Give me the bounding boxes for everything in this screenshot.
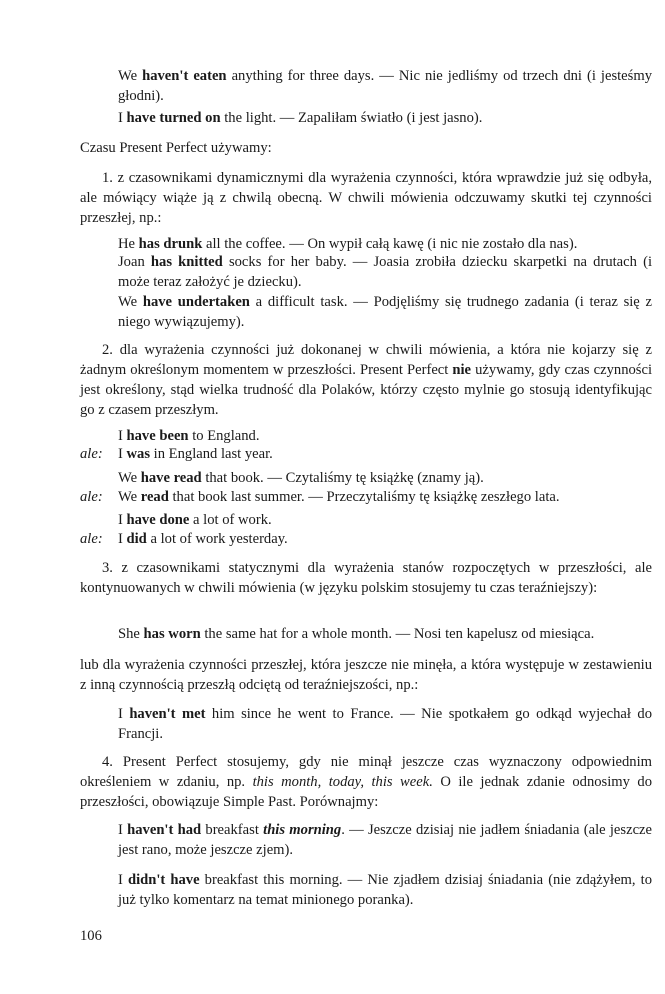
point-3-example-2: I haven't met him since he went to France. — Nie spotkałem go odkąd wyjechał do Francji. [118, 706, 652, 742]
point-1-example-3: We have undertaken a difficult task. — Podjęliśmy się trudnego zadania (i teraz się z niego wywiązujemy). [118, 294, 652, 330]
point-2-pair-2-a: We have read that book. — Czytaliśmy tę książkę (znamy ją). [118, 470, 484, 486]
point-1-example-1: He has drunk all the coffee. — On wypił całą kawę (i nic nie zostało dla nas). [118, 236, 578, 252]
point-4-example-1: I haven't had breakfast this morning. — Jeszcze dzisiaj nie jadłem śniadania (ale jeszcze jest rano, może jeszcze zjem). [118, 822, 652, 858]
point-2-pair-1-a: I have been to England. [118, 428, 260, 444]
point-2-pair-3-a: I have done a lot of work. [118, 512, 272, 528]
ale-label: ale: [80, 489, 103, 505]
point-3-text-2: lub dla wyrażenia czynności przeszłej, która jeszcze nie minęła, a która występuje w zestawieniu z inną czynnością przeszłą odciętą od teraźniejszości, np.: [80, 657, 652, 693]
point-4-text: 4. Present Perfect stosujemy, gdy nie minął jeszcze czas wyznaczony odpowiednim określeniem w zdaniu, np. this month, today, this week. O ile jednak zdanie odnosimy do przeszłości, obowiązuje Simple Past. Porównajmy: [80, 754, 652, 810]
point-2-pair-1-b: I was in England last year. [118, 446, 273, 462]
page-number: 106 [80, 928, 102, 944]
ale-label: ale: [80, 531, 103, 547]
point-1-text: 1. z czasownikami dynamicznymi dla wyrażenia czynności, która wprawdzie już się odbyła, ale mówiący wiąże ją z chwilą obecną. W chwili mówienia odczuwamy skutki tej czynności przeszłej, np.: [80, 170, 652, 226]
example-have-turned-on: I have turned on the light. — Zapaliłam światło (i jest jasno). [118, 110, 483, 126]
point-4-example-2: I didn't have breakfast this morning. — Nie zjadłem dzisiaj śniadania (nie zdążyłem, to już tylko komentarz na temat minionego poranka). [118, 872, 652, 908]
point-2-text: 2. dla wyrażenia czynności już dokonanej w chwili mówienia, a która nie kojarzy się z żadnym określonym momentem w przeszłości. Present Perfect nie używamy, gdy czas czynności jest określony, stąd wielka trudność dla Polaków, którzy często mylnie go stosują identyfikując go z czasem przeszłym. [80, 342, 652, 418]
point-2-pair-3-b: I did a lot of work yesterday. [118, 531, 288, 547]
point-1-example-2: Joan has knitted socks for her baby. — Joasia zrobiła dziecku skarpetki na drutach (i może teraz założyć je dziecku). [118, 254, 652, 290]
point-3-example-1: She has worn the same hat for a whole month. — Nosi ten kapelusz od miesiąca. [118, 626, 595, 642]
point-3-text: 3. z czasownikami statycznymi dla wyrażenia stanów rozpoczętych w przeszłości, ale kontynuowanych w chwili mówienia (w języku polskim stosujemy tu czas teraźniejszy): [80, 560, 652, 596]
section-intro: Czasu Present Perfect używamy: [80, 140, 272, 156]
point-2-pair-2-b: We read that book last summer. — Przeczytaliśmy tę książkę zeszłego lata. [118, 489, 560, 505]
example-we-havent-eaten: We haven't eaten anything for three days. — Nic nie jedliśmy od trzech dni (i jesteśmy głodni). [118, 68, 652, 104]
ale-label: ale: [80, 446, 103, 462]
